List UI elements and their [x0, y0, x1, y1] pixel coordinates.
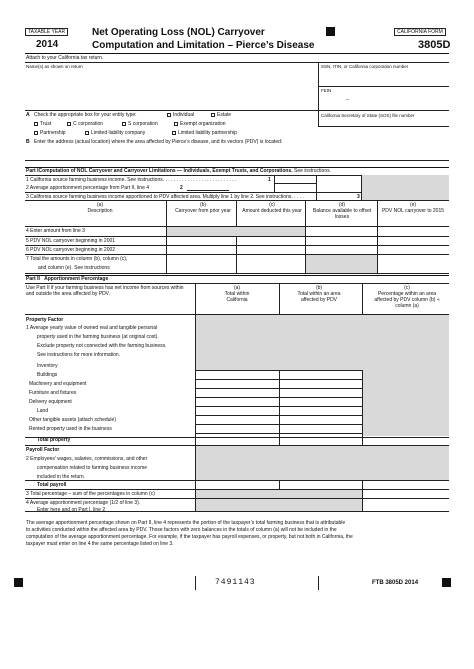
- col-label: Amount deducted this year: [242, 208, 302, 214]
- col-label: PDV NOL carryover to 2015: [381, 208, 445, 214]
- p2-col-c-header: [364, 285, 450, 309]
- checkbox[interactable]: [34, 122, 38, 126]
- part-1-heading: [26, 168, 331, 174]
- line-b-letter: B: [26, 139, 30, 145]
- entity-s-corporation[interactable]: [122, 121, 158, 127]
- entity-partnership[interactable]: [34, 130, 66, 136]
- tax-year: 2014: [36, 39, 59, 50]
- property-other: Other tangible assets (attach schedule): [29, 417, 116, 423]
- footer-para-4: taxpayer must enter on line 4 the same percentage listed on line 3.: [26, 541, 174, 547]
- part1-line5: 5 PDV NOL carryover beginning in 2001: [26, 238, 116, 244]
- col-label: Balance available to offset losses: [312, 208, 372, 220]
- p2-line1-b: property used in the farming business (at original cost).: [37, 334, 159, 340]
- line-b-text: Enter the address (actual location) where the area affected by Pierce’s disease, and its vectors (PDV) is located:: [34, 139, 283, 145]
- part1-line3-field[interactable]: [317, 192, 360, 200]
- checkbox[interactable]: [172, 131, 176, 135]
- form-title-line2: Computation and Limitation – Pierce’s Disease: [92, 40, 315, 51]
- part-2-heading: [26, 276, 108, 282]
- footer-para-2: to activities conducted within the affected area by PDV. Those factors with zero balances in the totals of column (a) will not be included in the: [26, 527, 337, 533]
- part-1-label: Part I: [26, 168, 39, 174]
- line-a-letter: A: [26, 112, 30, 118]
- col-letter: (e): [409, 202, 417, 208]
- payroll-factor-heading: Payroll Factor: [26, 447, 60, 453]
- part-1-title-tail: See instructions.: [294, 168, 331, 174]
- part1-line3-number: 3: [357, 194, 360, 200]
- col-letter: (a): [96, 202, 104, 208]
- part1-line7b: and column (e). See instructions: [38, 265, 110, 271]
- total-property: Total property: [37, 437, 71, 443]
- form-number: 3805D: [418, 39, 451, 51]
- names-field[interactable]: [26, 70, 316, 110]
- option-label: C corporation: [73, 121, 104, 127]
- checkbox[interactable]: [174, 122, 178, 126]
- footer-para-3: computation of the average apportionment percentage. For example, if the taxpayer has payroll expenses, or property, but not both in California, the: [26, 534, 353, 540]
- part1-line1-text: 1 California source farming business income. See instructions. . . . . . . . . . . . . . . . . . . . . . . . . . .: [26, 177, 237, 183]
- p1-col-a-header: [40, 202, 160, 214]
- part-2-title: Apportionment Percentage: [44, 276, 109, 282]
- checkbox[interactable]: [167, 113, 171, 117]
- checkbox[interactable]: [67, 122, 71, 126]
- form-footer: FTB 3805D 2014: [372, 580, 419, 586]
- part-2-label: Part II: [26, 276, 40, 282]
- footer-para-1: The average apportionment percentage shown on Part II, line 4 represents the portion of the taxpayer’s total farming business that is attributable: [26, 520, 346, 526]
- col-label: Total within an area affected by PDV: [297, 291, 341, 303]
- p2-col-b-header: [277, 285, 361, 303]
- part1-line4: 4 Enter amount from line 3: [26, 228, 85, 234]
- fein-dash: –: [346, 97, 349, 103]
- pdv-address-field[interactable]: [26, 146, 448, 160]
- taxable-year-label: TAXABLE YEAR: [25, 28, 68, 36]
- p2-line4a: 4 Average apportionment percentage (1/2 of line 3).: [26, 500, 141, 506]
- option-label: Estate: [217, 112, 232, 118]
- col-letter: (c): [404, 285, 410, 291]
- option-label: Exempt organization: [180, 121, 226, 127]
- part1-line2-number: 2: [180, 185, 183, 191]
- p1-col-c-header: [237, 202, 307, 214]
- part1-line6: 6 PDV NOL carryover beginning in 2002: [26, 247, 116, 253]
- p2-col-a-header: [197, 285, 277, 303]
- col-letter: (b): [315, 285, 323, 291]
- part1-line2-field[interactable]: [187, 182, 229, 191]
- col-label: Percentage within an area affected by PDV column (b) ÷ column (a): [374, 291, 440, 309]
- attach-note: Attach to your California tax return.: [26, 55, 104, 61]
- part2-intro: Use Part II if your farming business has net income from sources within and outside the area affected by PDV.: [26, 285, 184, 297]
- p2-line2-b: compensation related to farming business income: [37, 465, 148, 471]
- property-furniture: Furniture and fixtures: [29, 390, 77, 396]
- col-label: Total within California: [224, 291, 250, 303]
- sos-label: California Secretary of State (SOS) file number: [321, 113, 415, 118]
- entity-llc[interactable]: [85, 130, 145, 136]
- fein-field[interactable]: [320, 94, 448, 108]
- entity-estate[interactable]: [211, 112, 231, 118]
- p2-line1-c: Exclude property not connected with the farming business.: [37, 343, 167, 349]
- registration-mark-bottom-right: [442, 578, 451, 587]
- p2-line2-c: included in the return.: [37, 474, 86, 480]
- col-letter: (b): [199, 202, 207, 208]
- property-rented: Rented property used in the business: [29, 426, 112, 432]
- ssn-field[interactable]: [320, 71, 448, 85]
- option-label: Partnership: [40, 130, 66, 136]
- total-payroll: Total payroll: [37, 482, 67, 488]
- entity-trust[interactable]: [34, 121, 51, 127]
- names-label: Name(s) as shown on return: [26, 64, 83, 69]
- line-a-text: Check the appropriate box for your entity type:: [34, 112, 137, 118]
- p2-line3: 3 Total percentage – sum of the percentages in column (c): [26, 491, 155, 497]
- checkbox[interactable]: [85, 131, 89, 135]
- entity-exempt-organization[interactable]: [174, 121, 226, 127]
- property-machinery: Machinery and equipment: [29, 381, 87, 387]
- col-letter: (c): [269, 202, 275, 208]
- entity-llp[interactable]: [172, 130, 237, 136]
- checkbox[interactable]: [122, 122, 126, 126]
- part-1-title: Computation of NOL Carryover and Carryover Limitations — Individuals, Exempt Trusts, and Corporations.: [38, 168, 293, 174]
- ssn-label: SSN, ITIN, or California corporation number: [321, 64, 409, 69]
- option-label: Trust: [40, 121, 52, 127]
- p2-line4b: Enter here and on Part I, line 2: [37, 507, 106, 513]
- part1-line2-text: 2 Average apportionment percentage from Part II, line 4: [26, 185, 150, 191]
- p1-col-b-header: [168, 202, 238, 214]
- p2-line2-a: 2 Employees’ wages, salaries, commissions, and other: [26, 456, 148, 462]
- property-delivery: Delivery equipment: [29, 399, 72, 405]
- part1-line7a: 7 Total the amounts in column (b), column (c),: [26, 256, 128, 262]
- property-factor-heading: Property Factor: [26, 317, 64, 323]
- p1-col-e-header: [378, 202, 448, 214]
- option-label: S corporation: [128, 121, 158, 127]
- option-label: Individual: [173, 112, 195, 118]
- property-buildings: Buildings: [37, 372, 58, 378]
- property-land: Land: [37, 408, 49, 414]
- col-letter: (d): [338, 202, 346, 208]
- form-title-line1: Net Operating Loss (NOL) Carryover: [92, 27, 265, 38]
- option-label: Limited liability company: [91, 130, 146, 136]
- fein-label: FEIN: [321, 88, 332, 93]
- col-label: Description: [87, 208, 113, 214]
- p2-shade-property-header: [196, 315, 449, 370]
- entity-c-corporation[interactable]: [67, 121, 103, 127]
- col-letter: (a): [233, 285, 241, 291]
- checkbox[interactable]: [211, 113, 215, 117]
- form-state-label: CALIFORNIA FORM: [394, 28, 446, 36]
- registration-mark-top: [326, 27, 335, 36]
- checkbox[interactable]: [34, 131, 38, 135]
- p2-line1-d: See instructions for more information.: [37, 352, 121, 358]
- registration-mark-bottom-left: [14, 578, 23, 587]
- part1-line3-text: 3 California source farming business income apportioned to PDV affected area. Multiply line 1 by line 2. See instructions. . . . .: [26, 194, 304, 200]
- option-label: Limited liability partnership: [178, 130, 237, 136]
- part1-line1-number: 1: [268, 177, 271, 183]
- barcode-number: 7491143: [215, 578, 256, 587]
- p2-line1-a: 1 Average yearly value of owned real and tangible personal: [26, 325, 158, 331]
- property-inventory: Inventory: [37, 363, 58, 369]
- p1-col-d-header: [306, 202, 378, 220]
- entity-individual[interactable]: [167, 112, 194, 118]
- col-label: Carryover from prior year: [175, 208, 231, 214]
